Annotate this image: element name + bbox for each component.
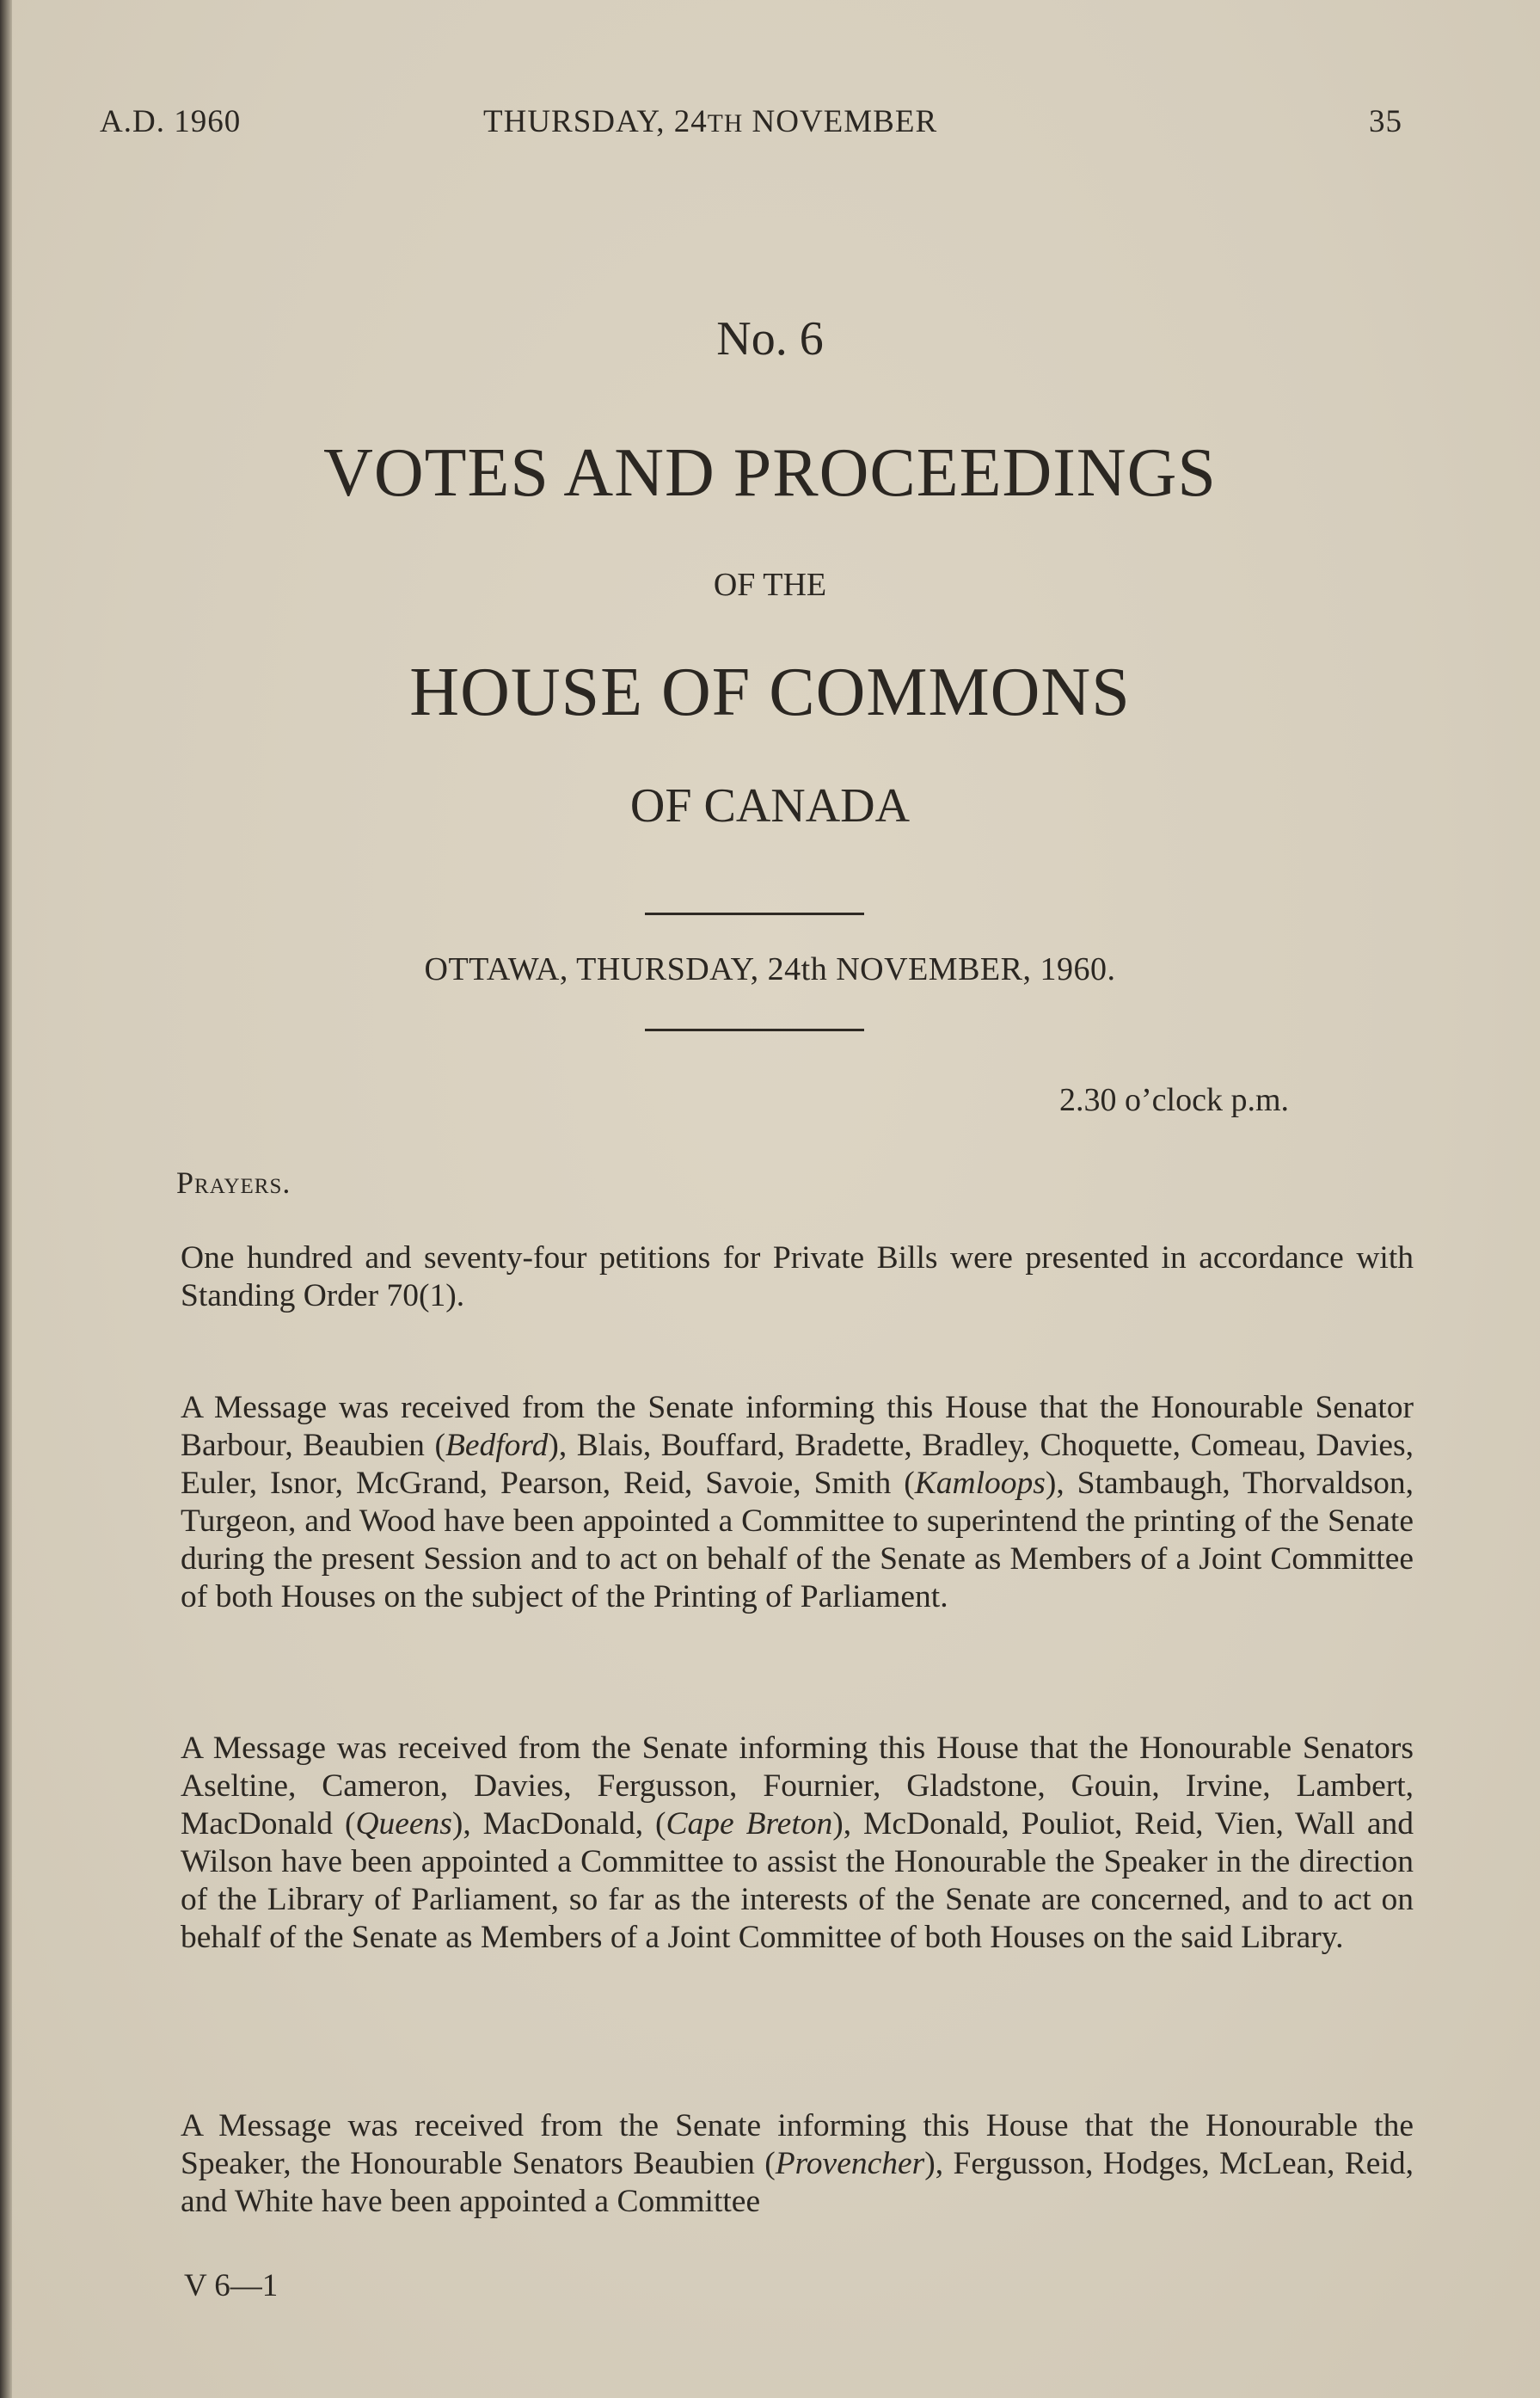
paragraph-restaurant-committee: A Message was received from the Senate informing this House that the Honourable the Speaker, the Honourable Senators Beaubien (Provencher), Fergusson, Hodges, McLean, Reid, and White have been appointed a Committee (181, 2108, 1414, 2219)
divider-top (645, 913, 864, 915)
divider-bottom (645, 1029, 864, 1031)
sitting-time: 2.30 o’clock p.m. (1059, 1082, 1290, 1118)
title-votes-and-proceedings: VOTES AND PROCEEDINGS (323, 435, 1217, 511)
paragraph-petitions (107, 1239, 1414, 1315)
title-house-of-commons: HOUSE OF COMMONS (409, 655, 1131, 730)
header-page-number: 35 (1369, 104, 1402, 139)
title-of-canada: OF CANADA (629, 779, 911, 833)
issue-number: No. 6 (716, 312, 824, 366)
prayers-heading: Prayers. (176, 1165, 291, 1200)
dateline: OTTAWA, THURSDAY, 24th NOVEMBER, 1960. (424, 951, 1116, 987)
title-of-the: OF THE (713, 567, 827, 603)
paragraph-printing-committee: A Message was received from the Senate informing this House that the Honourable Senator Barbour, Beaubien (Bedford), Blais, Bouffard, Bradette, Bradley, Choquette, Comeau, Davies, Euler, Isnor, McGrand, Pearson, Reid, Savoie, Smith (Kamloops), Stambaugh, Thorvaldson, Turgeon, and Wood have been appointed a Committee to superintend the printing of the Senate during the present Session and to act on behalf of the Senate as Members of a Joint Committee of both Houses on the subject of the Printing of Parliament. (181, 1390, 1414, 1614)
paragraph-library-committee: A Message was received from the Senate informing this House that the Honourable Senators Aseltine, Cameron, Davies, Fergusson, Fournier, Gladstone, Gouin, Irvine, Lambert, MacDonald (Queens), MacDonald, (Cape Breton), McDonald, Pouliot, Reid, Vien, Wall and Wilson have been appointed a Committee to assist the Honourable the Speaker in the direction of the Library of Parliament, so far as the interests of the Senate are concerned, and to act on behalf of the Senate as Members of a Joint Committee of both Houses on the said Library. (181, 1731, 1414, 1955)
header-date: THURSDAY, 24TH NOVEMBER (483, 104, 938, 139)
header-year: A.D. 1960 (100, 104, 242, 139)
signature-mark: V 6—1 (184, 2268, 279, 2303)
paragraph-petitions-text: One hundred and seventy-four petitions for Private Bills were presented in accordance with Standing Order 70(1). (181, 1240, 1414, 1313)
